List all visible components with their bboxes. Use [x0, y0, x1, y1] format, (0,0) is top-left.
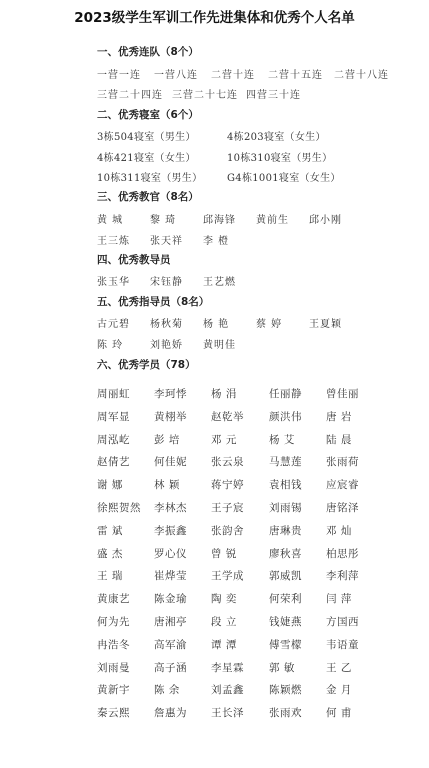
- document-title: 2023级学生军训工作先进集体和优秀个人名单: [74, 10, 355, 26]
- student-name: 曾 锐: [211, 547, 237, 560]
- student-name: 王子宸: [211, 501, 244, 514]
- student-name: 王 乙: [326, 661, 352, 674]
- student-row: [0, 454, 429, 477]
- section-heading-dorms: 二、优秀寝室（6个）: [97, 109, 199, 121]
- student-name: 郭 敏: [269, 661, 295, 674]
- student-name: 唐琳贵: [269, 524, 302, 537]
- student-name: 袁相钱: [269, 479, 302, 492]
- student-name: 蒋宁婷: [211, 479, 244, 492]
- student-name: 邓 元: [211, 433, 237, 446]
- list-item: 黄明佳: [203, 340, 236, 351]
- list-item: 王夏颖: [309, 319, 342, 330]
- student-name: 柏思彤: [326, 547, 359, 560]
- student-name: 盛 杰: [97, 547, 123, 560]
- list-item: G4栋1001寝室（女生）: [227, 173, 341, 184]
- student-name: 王 瑞: [97, 570, 123, 583]
- list-item: 杨秋菊: [150, 319, 183, 330]
- student-name: 李利萍: [326, 570, 359, 583]
- student-row: [0, 523, 429, 546]
- student-name: 曾佳丽: [326, 388, 359, 400]
- list-item: 3栋504寝室（男生）: [97, 132, 196, 143]
- student-name: 何荣利: [269, 593, 302, 606]
- student-name: 金 月: [326, 684, 352, 697]
- student-name: 张韵舍: [211, 524, 244, 537]
- student-name: 陆 晨: [326, 433, 352, 446]
- student-row: [0, 614, 429, 637]
- student-name: 罗心仪: [154, 547, 187, 560]
- section-heading-counselors: 四、优秀教导员: [97, 254, 171, 266]
- student-row: [0, 682, 429, 705]
- student-name: 周军显: [97, 410, 130, 423]
- student-name: 刘雨曼: [97, 661, 130, 674]
- student-name: 徐熙贺然: [97, 501, 141, 514]
- student-name: 张云泉: [211, 456, 244, 469]
- student-row: [0, 705, 429, 728]
- student-row: [0, 660, 429, 683]
- student-name: 谭 潭: [211, 638, 237, 651]
- student-name: 陶 奕: [211, 593, 237, 606]
- section-heading-advisors: 五、优秀指导员（8名）: [97, 296, 210, 308]
- list-item: 三营二十四连: [97, 90, 163, 101]
- student-name: 杨 涓: [211, 388, 237, 400]
- list-item: 一营一连: [97, 70, 141, 81]
- student-row: [0, 386, 429, 409]
- student-name: 何 甫: [326, 707, 352, 720]
- student-name: 唐湘亭: [154, 615, 187, 628]
- student-name: 应宸睿: [326, 479, 359, 492]
- student-name: 张雨荷: [326, 456, 359, 469]
- student-row: [0, 500, 429, 523]
- dorms-row-1: [0, 128, 429, 144]
- student-name: 任丽静: [269, 388, 302, 400]
- list-item: 邱小刚: [309, 215, 342, 226]
- student-name: 韦语童: [326, 638, 359, 651]
- list-item: 三营二十七连: [172, 90, 238, 101]
- student-name: 陈金瑜: [154, 593, 187, 606]
- student-name: 赵倩艺: [97, 456, 130, 469]
- list-item: 陈 玲: [97, 340, 124, 351]
- list-item: 10栋311寝室（男生）: [97, 173, 203, 184]
- student-name: 闫 萍: [326, 593, 352, 606]
- student-name: 陈颖燃: [269, 684, 302, 697]
- list-item: 蔡 婷: [256, 319, 283, 330]
- list-item: 黄前生: [256, 215, 289, 226]
- student-name: 黄康艺: [97, 593, 130, 606]
- student-name: 钱婕燕: [269, 615, 302, 628]
- student-row: [0, 432, 429, 455]
- student-name: 方国西: [326, 615, 359, 628]
- list-item: 杨 艳: [203, 319, 230, 330]
- student-name: 唐 岩: [326, 410, 352, 423]
- student-name: 何为先: [97, 615, 130, 628]
- student-row: [0, 568, 429, 591]
- list-item: 二营十八连: [334, 70, 389, 81]
- list-item: 王三炼: [97, 236, 130, 247]
- student-name: 李振鑫: [154, 524, 187, 537]
- student-name: 赵乾举: [211, 410, 244, 423]
- student-name: 傅雪檬: [269, 638, 302, 651]
- student-name: 段 立: [211, 615, 237, 628]
- list-item: 一营八连: [154, 70, 198, 81]
- section-heading-instructors: 三、优秀教官（8名）: [97, 191, 199, 203]
- student-name: 王学成: [211, 570, 244, 583]
- list-item: 4栋421寝室（女生）: [97, 153, 196, 164]
- student-name: 刘雨锡: [269, 501, 302, 514]
- student-name: 彭 培: [154, 433, 180, 446]
- student-name: 林 颖: [154, 479, 180, 492]
- advisors-row-1: [0, 315, 429, 331]
- list-item: 黄 城: [97, 215, 124, 226]
- section-heading-companies: 一、优秀连队（8个）: [97, 46, 199, 58]
- student-name: 崔烨莹: [154, 570, 187, 583]
- student-name: 雷 斌: [97, 524, 123, 537]
- student-name: 刘孟鑫: [211, 684, 244, 697]
- student-name: 詹惠为: [154, 707, 187, 720]
- student-name: 张雨欢: [269, 707, 302, 720]
- list-item: 4栋203寝室（女生）: [227, 132, 326, 143]
- student-name: 邓 灿: [326, 524, 352, 537]
- student-name: 何佳妮: [154, 456, 187, 469]
- student-name: 颜洪伟: [269, 410, 302, 423]
- list-item: 二营十连: [211, 70, 255, 81]
- student-name: 周丽虹: [97, 388, 130, 400]
- list-item: 邱海锋: [203, 215, 236, 226]
- counselors-row-1: [0, 273, 429, 289]
- student-name: 郭威凯: [269, 570, 302, 583]
- student-name: 谢 娜: [97, 479, 123, 492]
- list-item: 黎 琦: [150, 215, 177, 226]
- student-row: [0, 477, 429, 500]
- list-item: 二营十五连: [268, 70, 323, 81]
- list-item: 李 橙: [203, 236, 230, 247]
- list-item: 王艺燃: [203, 277, 236, 288]
- section-heading-students: 六、优秀学员（78）: [97, 359, 196, 371]
- student-name: 杨 艾: [269, 433, 295, 446]
- list-item: 宋钰静: [150, 277, 183, 288]
- student-name: 王长泽: [211, 707, 244, 720]
- list-item: 10栋310寝室（男生）: [227, 153, 333, 164]
- student-name: 陈 余: [154, 684, 180, 697]
- companies-row-2: [0, 86, 429, 102]
- student-name-grid: [0, 386, 429, 728]
- student-row: [0, 546, 429, 569]
- student-name: 李珂悸: [154, 388, 187, 400]
- student-name: 李星霖: [211, 661, 244, 674]
- list-item: 张天祥: [150, 236, 183, 247]
- student-name: 黄栩举: [154, 410, 187, 423]
- student-name: 高军渝: [154, 638, 187, 651]
- list-item: 张玉华: [97, 277, 130, 288]
- student-row: [0, 591, 429, 614]
- student-name: 高子涵: [154, 661, 187, 674]
- student-row: [0, 409, 429, 432]
- student-name: 秦云熙: [97, 707, 130, 720]
- student-name: 李林杰: [154, 501, 187, 514]
- companies-row-1: [0, 66, 429, 82]
- advisors-row-2: [0, 336, 429, 352]
- list-item: 四营三十连: [246, 90, 301, 101]
- student-name: 唐铭泽: [326, 501, 359, 514]
- student-row: [0, 637, 429, 660]
- student-name: 黄新宇: [97, 684, 130, 697]
- dorms-row-3: [0, 169, 429, 185]
- instructors-row-2: [0, 232, 429, 248]
- student-name: 周泓屹: [97, 433, 130, 446]
- dorms-row-2: [0, 149, 429, 165]
- list-item: 古元碧: [97, 319, 130, 330]
- student-name: 冉浩冬: [97, 638, 130, 651]
- student-name: 马慧莲: [269, 456, 302, 469]
- student-name: 廖秋喜: [269, 547, 302, 560]
- list-item: 刘艳娇: [150, 340, 183, 351]
- instructors-row-1: [0, 211, 429, 227]
